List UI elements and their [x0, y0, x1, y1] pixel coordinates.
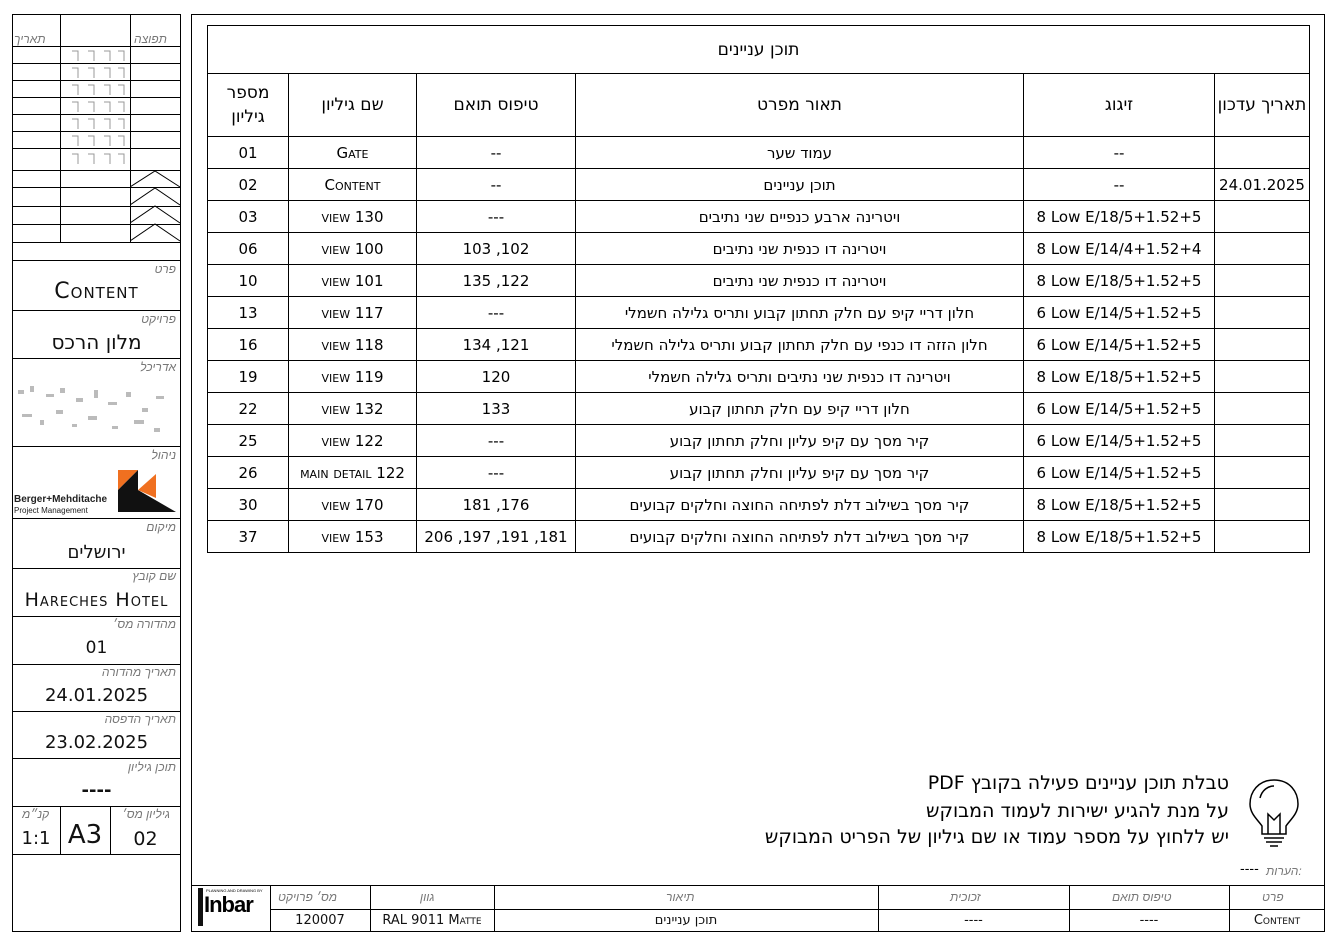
project-value: מלון הרכס	[51, 330, 142, 354]
row-page-number-link[interactable]: 01	[208, 137, 289, 169]
revision-label: מהדורה מס׳	[112, 617, 176, 631]
row-sheet-name-link[interactable]: 122 main detail	[289, 457, 417, 489]
header-description: תאור מפרט	[576, 74, 1024, 137]
table-row[interactable]	[208, 297, 1310, 329]
row-update-date	[1215, 457, 1310, 489]
glazing-value: ----	[964, 913, 983, 928]
row-sheet-name-link[interactable]: 119 view	[289, 361, 417, 393]
sheet-number-value: 02	[133, 828, 158, 850]
note-line-1: טבלת תוכן עניינים פעילה בקובץ PDF	[927, 772, 1229, 794]
manager-logo-sub: Project Management	[14, 506, 88, 515]
row-description: ויטרינה דו כנפית שני נתיבים	[576, 265, 1024, 297]
table-row[interactable]	[208, 457, 1310, 489]
row-glazing: 8 Low E/18/5+1.52+5	[1024, 521, 1215, 553]
company-logo-bar	[198, 888, 203, 926]
color-label: גוון	[420, 890, 435, 904]
header-typology: טיפוס תואם	[417, 74, 576, 137]
row-sheet-name-link[interactable]: 170 view	[289, 489, 417, 521]
note-line-2: על מנת להגיע ישירות לעמוד המבוקש	[926, 800, 1229, 822]
company-logo: Inbar	[204, 892, 253, 917]
description-value: תוכן עניינים	[654, 913, 718, 928]
row-page-number-link[interactable]: 02	[208, 169, 289, 201]
row-typology: ---	[417, 201, 576, 233]
row-page-number-link[interactable]: 16	[208, 329, 289, 361]
row-update-date	[1215, 361, 1310, 393]
part-label: פרט	[154, 262, 176, 276]
row-description: קיר מסך בשילוב דלת לפתיחה החוצה וחלקים קבועים	[576, 489, 1024, 521]
row-update-date	[1215, 201, 1310, 233]
table-row[interactable]	[208, 521, 1310, 553]
table-row[interactable]	[208, 393, 1310, 425]
row-sheet-name-link[interactable]: 130 view	[289, 201, 417, 233]
row-glazing: 6 Low E/14/5+1.52+5	[1024, 425, 1215, 457]
revision-chevrons	[130, 170, 181, 242]
date-label: תאריך	[14, 32, 46, 46]
row-description: ויטרינה ארבע כנפיים שני נתיבים	[576, 201, 1024, 233]
row-update-date	[1215, 521, 1310, 553]
table-row[interactable]	[208, 233, 1310, 265]
row-page-number-link[interactable]: 06	[208, 233, 289, 265]
row-page-number-link[interactable]: 22	[208, 393, 289, 425]
typology-label: טיפוס תואם	[1112, 890, 1172, 904]
remarks-value: ----	[1240, 862, 1259, 877]
row-glazing: 6 Low E/14/5+1.52+5	[1024, 393, 1215, 425]
row-typology: ---	[417, 425, 576, 457]
manager-logo-icon	[116, 468, 178, 514]
row-glazing: 8 Low E/18/5+1.52+5	[1024, 361, 1215, 393]
color-value: RAL 9011 Matte	[382, 913, 482, 928]
row-sheet-name-link[interactable]: 118 view	[289, 329, 417, 361]
row-typology: 181, 191, 197, 206	[417, 521, 576, 553]
row-update-date	[1215, 489, 1310, 521]
row-glazing: 8 Low E/14/4+1.52+4	[1024, 233, 1215, 265]
scale-value: 1:1	[21, 828, 51, 849]
note-line-3: יש ללחוץ על מספר עמוד או שם גיליון של הפריט המבוקש	[764, 826, 1229, 848]
revision-date-label: תאריך מהדורה	[101, 665, 176, 679]
row-typology: 120	[417, 361, 576, 393]
row-typology: 102, 103	[417, 233, 576, 265]
file-value: Hareches Hotel	[24, 589, 169, 611]
remarks-label: הערות:	[1266, 864, 1302, 878]
row-sheet-name-link[interactable]: 100 view	[289, 233, 417, 265]
row-description: עמוד שער	[576, 137, 1024, 169]
header-glazing: זיגוג	[1024, 74, 1215, 137]
row-update-date	[1215, 233, 1310, 265]
row-glazing: 8 Low E/18/5+1.52+5	[1024, 201, 1215, 233]
scale-label: קנ״מ	[22, 807, 50, 821]
row-update-date	[1215, 329, 1310, 361]
row-update-date	[1215, 297, 1310, 329]
row-sheet-name-link[interactable]: Gate	[289, 137, 417, 169]
sheet-content-value: ----	[81, 780, 112, 801]
row-sheet-name-link[interactable]: 101 view	[289, 265, 417, 297]
toc-title: תוכן עניינים	[208, 26, 1310, 74]
typology-value: ----	[1139, 913, 1159, 928]
row-description: תוכן עניינים	[576, 169, 1024, 201]
manager-label: ניהול	[151, 448, 176, 462]
revision-value: 01	[85, 638, 108, 658]
row-page-number-link[interactable]: 13	[208, 297, 289, 329]
distribution-marks	[60, 46, 130, 170]
row-glazing: 6 Low E/14/5+1.52+5	[1024, 457, 1215, 489]
print-date-value: 23.02.2025	[44, 732, 149, 753]
header-update-date: תאריך עדכון	[1215, 74, 1310, 137]
location-label: מיקום	[146, 520, 176, 534]
row-description: קיר מסך בשילוב דלת לפתיחה החוצה וחלקים קבועים	[576, 521, 1024, 553]
row-typology: 122, 135	[417, 265, 576, 297]
row-description: ויטרינה דו כנפית שני נתיבים ותריס גלילה חשמלי	[576, 361, 1024, 393]
row-typology: 176, 181	[417, 489, 576, 521]
row-glazing: 8 Low E/18/5+1.52+5	[1024, 489, 1215, 521]
row-sheet-name-link[interactable]: 153 view	[289, 521, 417, 553]
row-update-date	[1215, 393, 1310, 425]
header-page-number: מספר גיליון	[208, 74, 289, 137]
row-typology: --	[417, 137, 576, 169]
row-glazing: 8 Low E/18/5+1.52+5	[1024, 265, 1215, 297]
row-glazing: --	[1024, 169, 1215, 201]
bottom-part-value: Content	[1253, 913, 1301, 928]
row-description: חלון דריי קיפ עם חלק תחתון קבוע	[576, 393, 1024, 425]
print-date-label: תאריך הדפסה	[104, 712, 176, 726]
table-row[interactable]	[208, 329, 1310, 361]
part-value: Content	[54, 279, 139, 304]
architect-label: אדריכל	[140, 360, 176, 374]
row-sheet-name-link[interactable]: 122 view	[289, 425, 417, 457]
project-number-value: 120007	[295, 913, 345, 928]
header-sheet-name: שם גיליון	[289, 74, 417, 137]
location-value: ירושלים	[67, 542, 126, 563]
table-row[interactable]	[208, 265, 1310, 297]
row-typology: --	[417, 169, 576, 201]
row-description: חלון הזזה דו כנפי עם חלק תחתון קבוע ותריס גלילה חשמלי	[576, 329, 1024, 361]
row-update-date	[1215, 137, 1310, 169]
row-sheet-name-link[interactable]: Content	[289, 169, 417, 201]
row-typology: ---	[417, 457, 576, 489]
architect-logo	[16, 380, 176, 442]
project-number-label: מס׳ פרויקט	[278, 890, 337, 904]
row-page-number-link[interactable]: 26	[208, 457, 289, 489]
revision-date-value: 24.01.2025	[44, 685, 149, 706]
row-sheet-name-link[interactable]: 117 view	[289, 297, 417, 329]
paper-size-value: A3	[67, 820, 103, 850]
row-page-number-link[interactable]: 03	[208, 201, 289, 233]
row-sheet-name-link[interactable]: 132 view	[289, 393, 417, 425]
toc-table	[207, 25, 1310, 553]
table-row[interactable]	[208, 169, 1310, 201]
table-row[interactable]	[208, 489, 1310, 521]
distribution-label: תפוצה	[134, 32, 167, 46]
row-typology: ---	[417, 297, 576, 329]
row-update-date	[1215, 425, 1310, 457]
row-page-number-link[interactable]: 19	[208, 361, 289, 393]
glazing-label: זכוכית	[950, 890, 981, 904]
table-row[interactable]	[208, 361, 1310, 393]
file-label: שם קובץ	[132, 569, 176, 583]
toc-body	[208, 137, 1310, 553]
row-glazing: --	[1024, 137, 1215, 169]
lightbulb-icon	[1244, 776, 1304, 848]
table-row[interactable]	[208, 201, 1310, 233]
row-description: קיר מסך עם קיפ עליון וחלק תחתון קבוע	[576, 425, 1024, 457]
description-label: תיאור	[666, 890, 695, 904]
sheet-number-label: גיליון מס׳	[122, 807, 170, 821]
bottom-part-label: פרט	[1262, 890, 1284, 904]
row-page-number-link[interactable]: 30	[208, 489, 289, 521]
row-page-number-link[interactable]: 10	[208, 265, 289, 297]
row-page-number-link[interactable]: 25	[208, 425, 289, 457]
row-update-date: 24.01.2025	[1215, 169, 1310, 201]
row-typology: 133	[417, 393, 576, 425]
table-row[interactable]	[208, 137, 1310, 169]
row-page-number-link[interactable]: 37	[208, 521, 289, 553]
table-row[interactable]	[208, 425, 1310, 457]
row-description: חלון דריי קיפ עם חלק תחתון קבוע ותריס גלילה חשמלי	[576, 297, 1024, 329]
row-typology: 121, 134	[417, 329, 576, 361]
project-label: פרויקט	[141, 312, 176, 326]
row-glazing: 6 Low E/14/5+1.52+5	[1024, 297, 1215, 329]
row-glazing: 6 Low E/14/5+1.52+5	[1024, 329, 1215, 361]
row-description: ויטרינה דו כנפית שני נתיבים	[576, 233, 1024, 265]
manager-logo-text: Berger+Mehditache	[14, 494, 108, 505]
row-update-date	[1215, 265, 1310, 297]
company-logo-top: PLANNING AND DRAWING BY	[206, 888, 263, 893]
sheet-content-label: תוכן גיליון	[127, 760, 176, 774]
row-description: קיר מסך עם קיפ עליון וחלק תחתון קבוע	[576, 457, 1024, 489]
